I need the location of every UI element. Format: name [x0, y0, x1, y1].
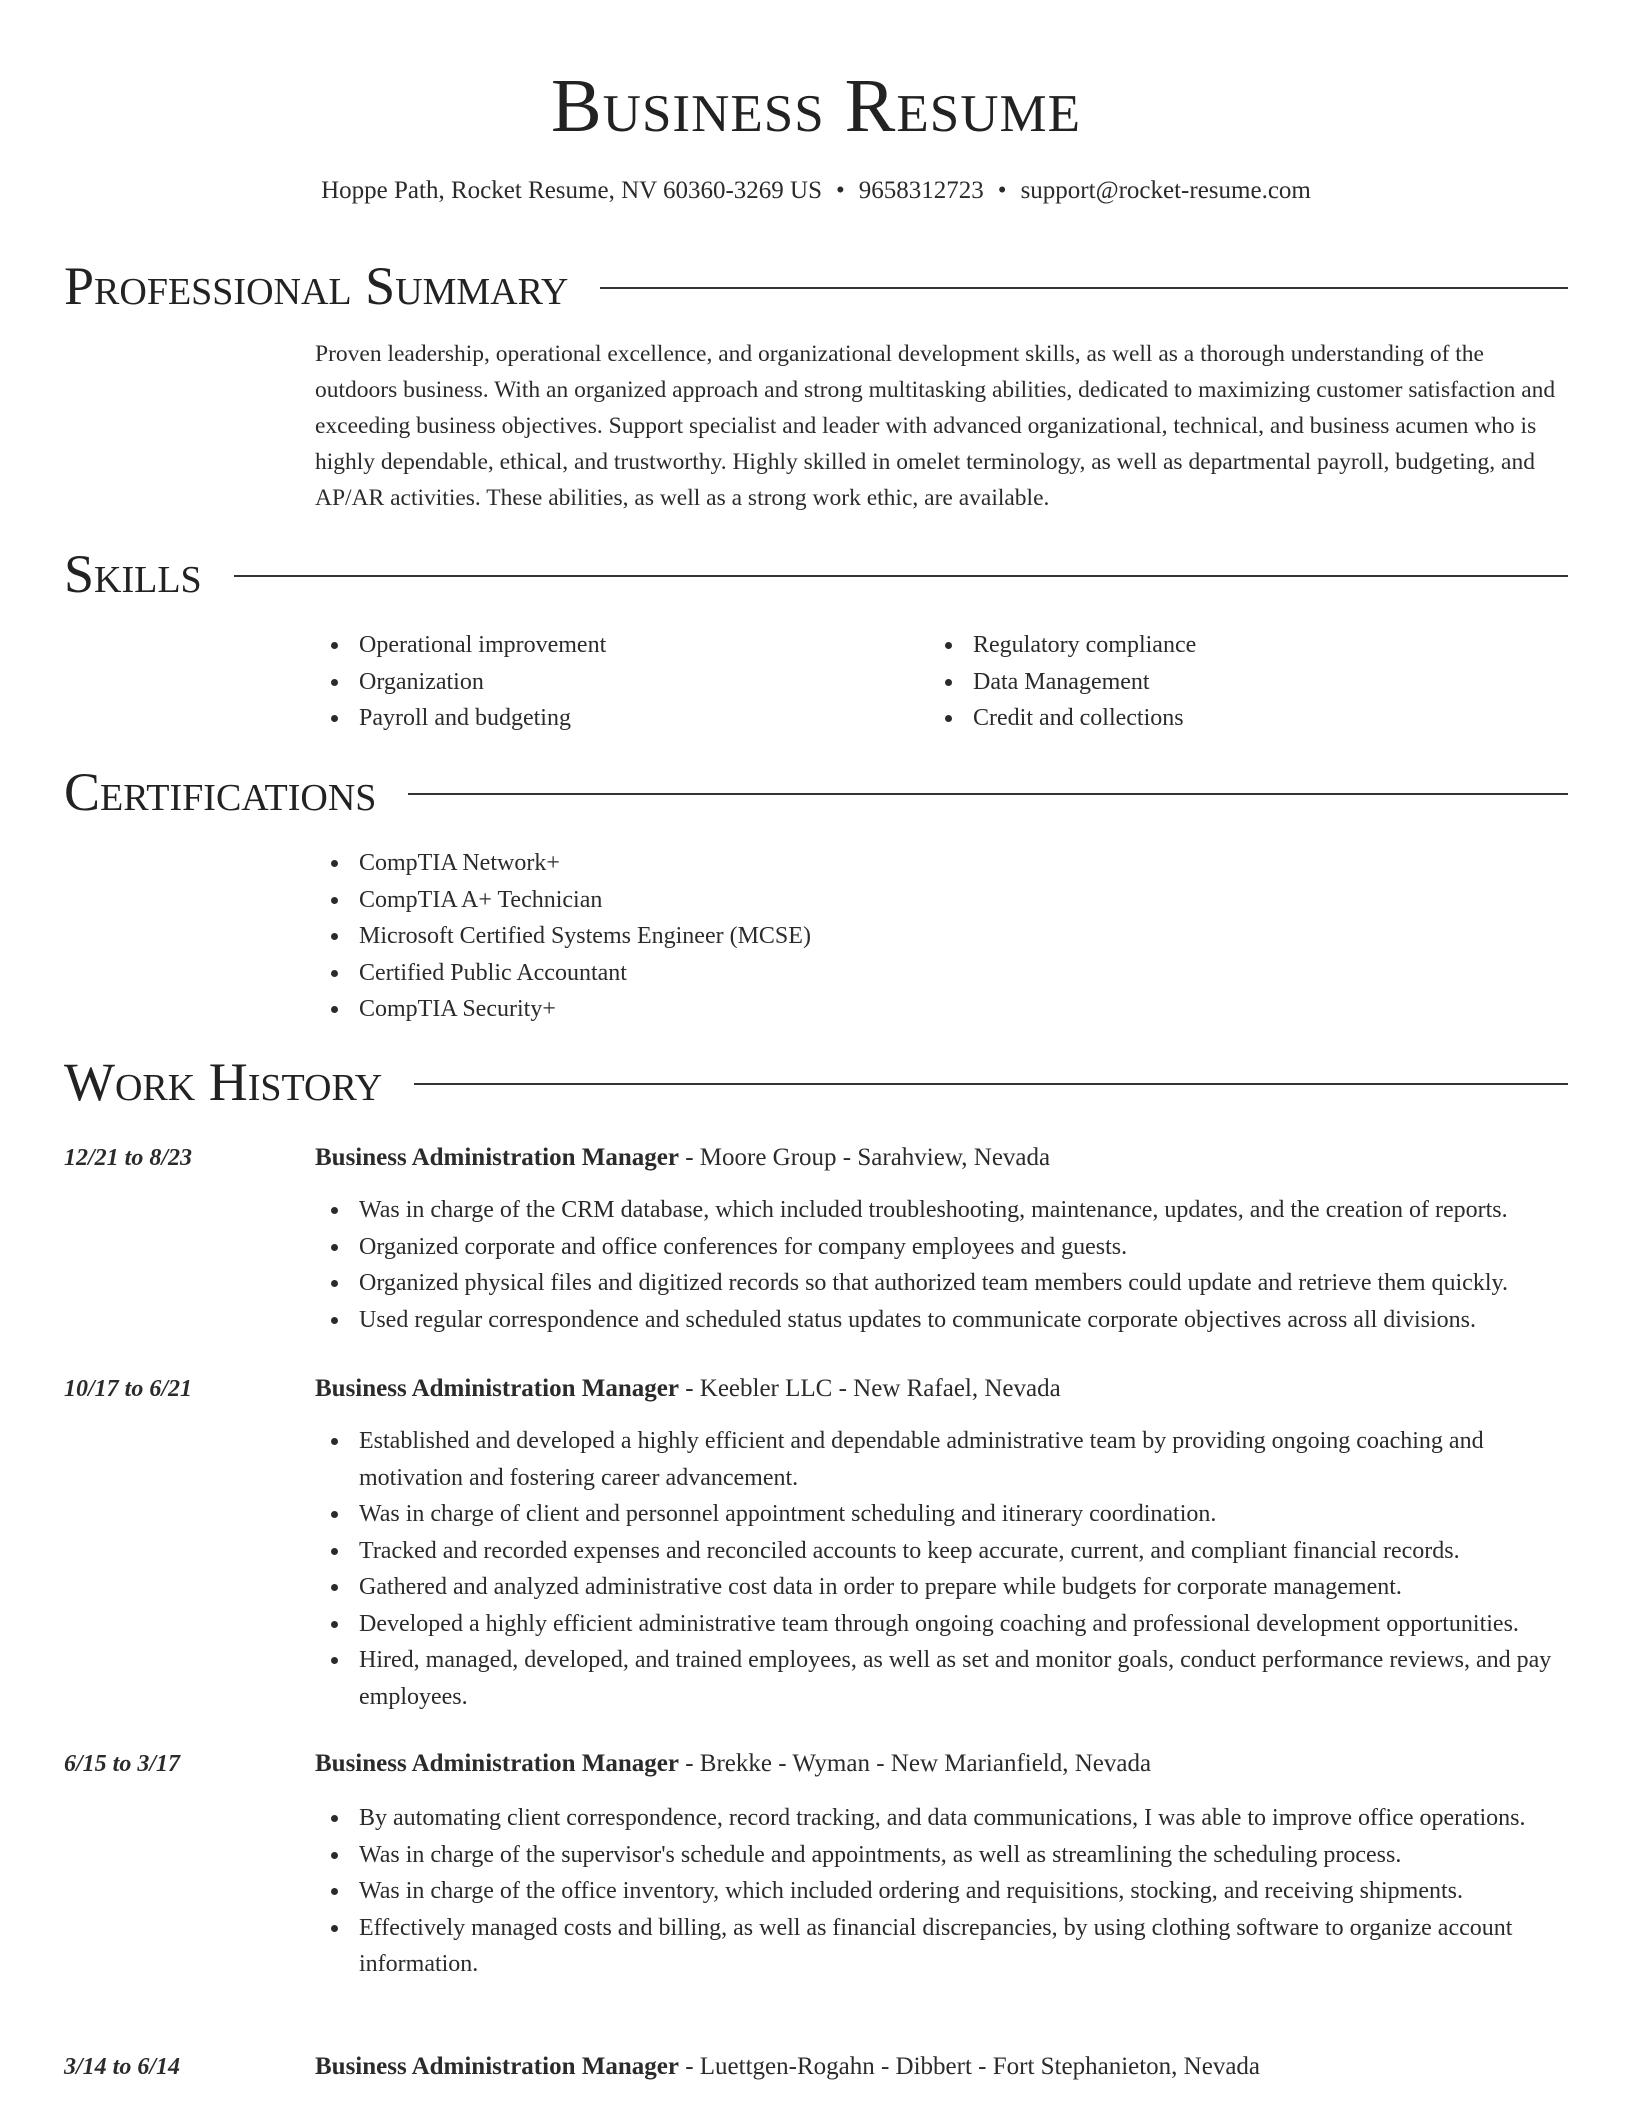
contact-phone: 9658312723	[858, 177, 984, 204]
certification-item: CompTIA A+ Technician	[315, 882, 1215, 919]
section-title: Professional Summary	[64, 256, 569, 316]
work-history-heading	[64, 1050, 1568, 1114]
contact-line	[0, 175, 1632, 207]
job-bullets	[315, 1423, 1575, 1715]
job-employer: - Luettgen-Rogahn - Dibbert - Fort Stephanieton, Nevada	[678, 2053, 1261, 2080]
job-dates: 3/14 to 6/14	[64, 2054, 181, 2080]
section-divider	[600, 287, 1568, 289]
skill-item: Data Management	[929, 664, 1489, 701]
job-dates: 12/21 to 8/23	[64, 1145, 193, 1171]
job-bullet: Was in charge of the supervisor's schedule and appointments, as well as streamlining the scheduling process.	[315, 1837, 1575, 1874]
job-bullet: Was in charge of the office inventory, which included ordering and requisitions, stocking, and receiving shipments.	[315, 1873, 1575, 1910]
job-employer: - Keebler LLC - New Rafael, Nevada	[678, 1375, 1061, 1402]
skill-item: Credit and collections	[929, 700, 1489, 737]
job-bullets	[315, 1192, 1575, 1338]
job-bullet: Was in charge of the CRM database, which included troubleshooting, maintenance, updates, and the creation of reports.	[315, 1192, 1575, 1229]
job-bullets	[315, 1800, 1575, 1983]
job-heading	[315, 1141, 1050, 1175]
job-employer: - Moore Group - Sarahview, Nevada	[678, 1144, 1051, 1171]
certification-item: Microsoft Certified Systems Engineer (MCSE)	[315, 918, 1215, 955]
job-dates: 6/15 to 3/17	[64, 1751, 181, 1777]
job-bullet: Gathered and analyzed administrative cost data in order to prepare while budgets for corporate management.	[315, 1569, 1575, 1606]
skill-item: Organization	[315, 664, 875, 701]
summary-heading	[64, 254, 1568, 318]
contact-address: Hoppe Path, Rocket Resume, NV 60360-3269 US	[321, 177, 823, 204]
skill-item: Operational improvement	[315, 627, 875, 664]
job-bullet: Used regular correspondence and scheduled status updates to communicate corporate objectives across all divisions.	[315, 1302, 1575, 1339]
resume-name: Business Resume	[550, 64, 1081, 148]
skill-item: Payroll and budgeting	[315, 700, 875, 737]
skills-heading	[64, 542, 1568, 606]
job-heading	[315, 1747, 1151, 1781]
job-title: Business Administration Manager	[315, 2053, 679, 2080]
job-bullet: Organized physical files and digitized records so that authorized team members could update and retrieve them quickly.	[315, 1265, 1575, 1302]
contact-separator: •	[997, 177, 1007, 204]
certifications-list	[315, 845, 1215, 1028]
section-title: Skills	[64, 544, 202, 604]
job-title: Business Administration Manager	[315, 1144, 679, 1171]
section-title: Certifications	[64, 762, 377, 822]
job-bullet: Established and developed a highly efficient and dependable administrative team by providing ongoing coaching and motivation and fostering career advancement.	[315, 1423, 1575, 1496]
job-bullet: Effectively managed costs and billing, as well as financial discrepancies, by using clothing software to organize account information.	[315, 1910, 1575, 1983]
job-bullet: Organized corporate and office conferences for company employees and guests.	[315, 1229, 1575, 1266]
job-dates: 10/17 to 6/21	[64, 1376, 193, 1402]
section-title: Work History	[64, 1052, 383, 1112]
certifications-heading	[64, 760, 1568, 824]
job-bullet: By automating client correspondence, record tracking, and data communications, I was able to improve office operations.	[315, 1800, 1575, 1837]
skills-list-left	[315, 627, 875, 737]
certification-item: CompTIA Network+	[315, 845, 1215, 882]
job-bullet: Tracked and recorded expenses and reconciled accounts to keep accurate, current, and compliant financial records.	[315, 1533, 1575, 1570]
section-divider	[234, 575, 1568, 577]
job-bullet: Was in charge of client and personnel appointment scheduling and itinerary coordination.	[315, 1496, 1575, 1533]
skill-item: Regulatory compliance	[929, 627, 1489, 664]
job-bullet: Developed a highly efficient administrative team through ongoing coaching and professional development opportunities.	[315, 1606, 1575, 1643]
contact-separator: •	[836, 177, 845, 204]
section-divider	[414, 1083, 1568, 1085]
job-title: Business Administration Manager	[315, 1375, 679, 1402]
job-bullet: Hired, managed, developed, and trained employees, as well as set and monitor goals, conduct performance reviews, and pay employees.	[315, 1642, 1575, 1715]
contact-email[interactable]: support@rocket-resume.com	[1020, 177, 1311, 204]
certification-item: CompTIA Security+	[315, 991, 1215, 1028]
job-employer: - Brekke - Wyman - New Marianfield, Nevada	[678, 1750, 1152, 1777]
job-heading	[315, 2050, 1260, 2084]
summary-text: Proven leadership, operational excellence, and organizational development skills, as well as a thorough understanding of the outdoors business. With an organized approach and strong multitasking abilities, dedicated to maximizing customer satisfaction and exceeding business objectives. Support specialist and leader with advanced organizational, technical, and business acumen who is highly dependable, ethical, and trustworthy. Highly skilled in omelet terminology, as well as departmental payroll, budgeting, and AP/AR activities. These abilities, as well as a strong work ethic, are available.	[315, 341, 1556, 511]
skills-list-right	[929, 627, 1489, 737]
job-title: Business Administration Manager	[315, 1750, 679, 1777]
section-divider	[408, 793, 1568, 795]
job-heading	[315, 1372, 1061, 1406]
certification-item: Certified Public Accountant	[315, 955, 1215, 992]
